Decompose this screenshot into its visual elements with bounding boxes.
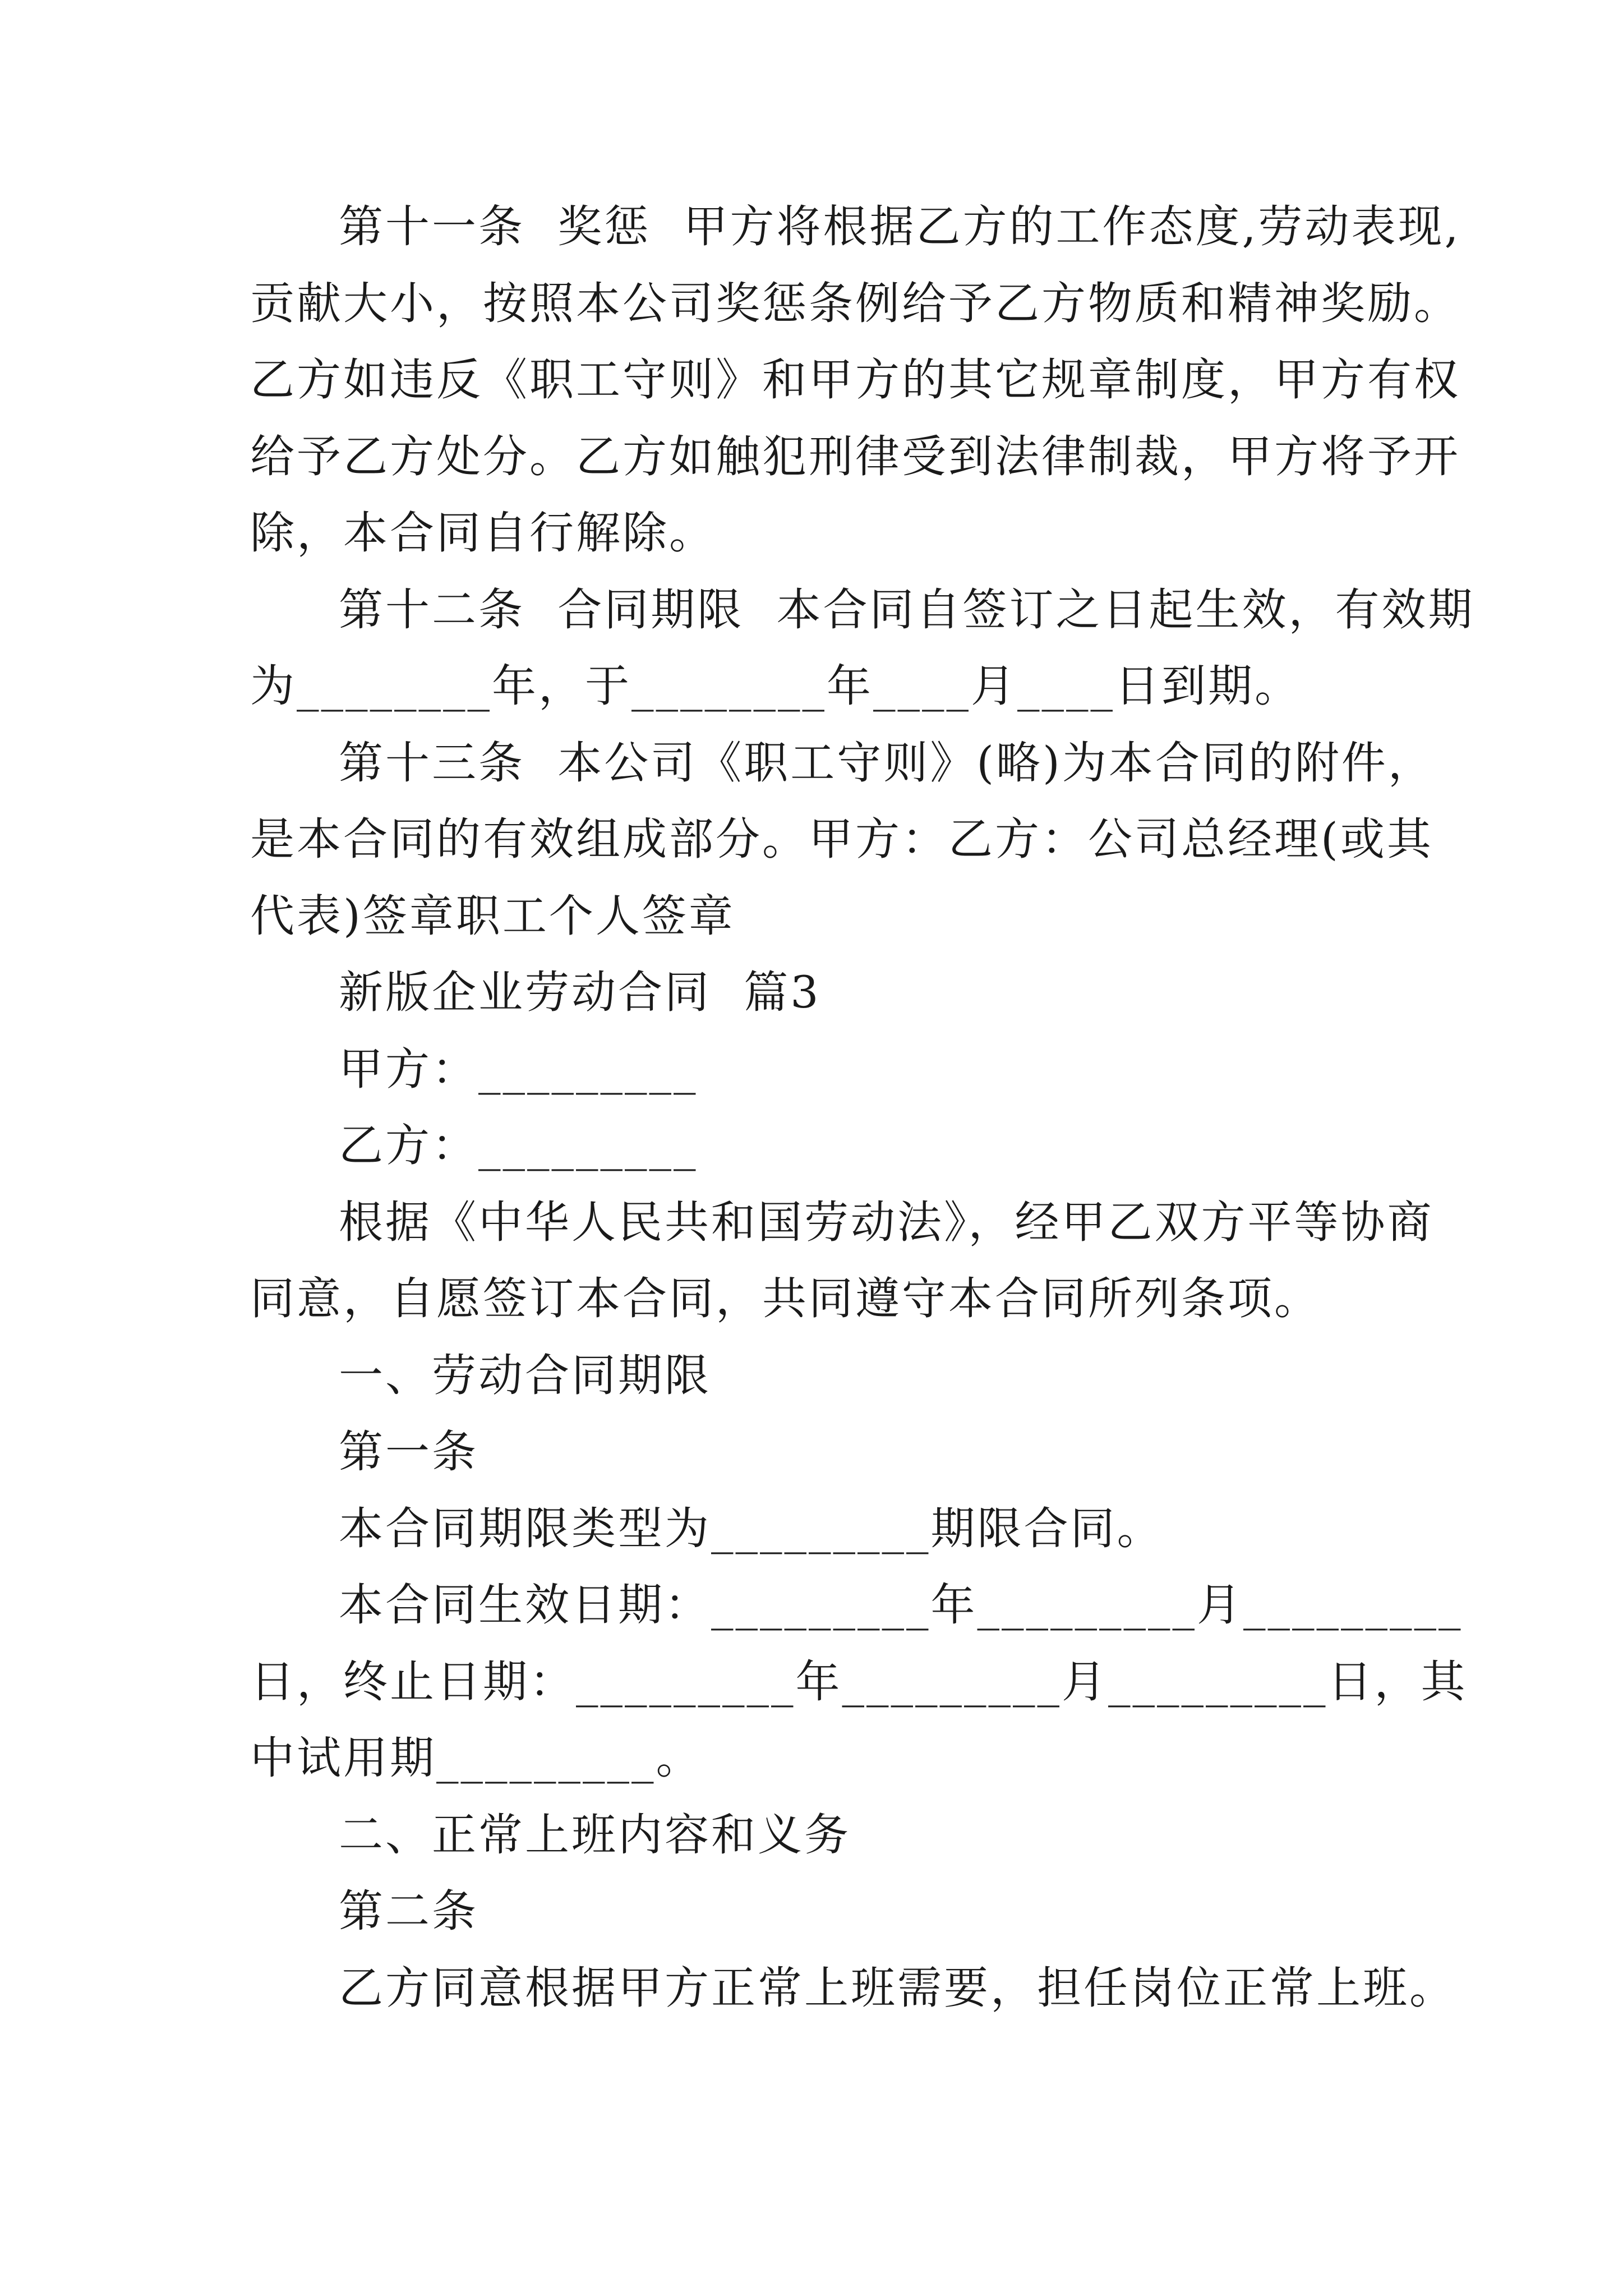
- section-heading: 二、正常上班内容和义务: [339, 1809, 851, 1861]
- section-title: 新版企业劳动合同 篇3: [339, 967, 821, 1018]
- text-line: 第十一条 奖惩 甲方将根据乙方的工作态度,劳动表现,: [339, 201, 1461, 252]
- text-line: 根据《中华人民共和国劳动法》，经甲乙双方平等协商: [339, 1196, 1434, 1248]
- section-heading: 一、劳动合同期限: [339, 1349, 711, 1401]
- text-line: 是本合同的有效组成部分。甲方：乙方：公司总经理(或其: [250, 813, 1433, 865]
- text-line: 本合同生效日期：_________年_________月_________: [339, 1579, 1463, 1631]
- text-line: 为________年，于________年____月____日到期。: [250, 660, 1301, 712]
- text-line: 给予乙方处分。乙方如触犯刑律受到法律制裁，甲方将予开: [250, 430, 1460, 482]
- text-line: 代表)签章职工个人签章: [250, 890, 735, 942]
- party-a-line: 甲方：_________: [339, 1043, 698, 1095]
- text-line: 同意，自愿签订本合同，共同遵守本合同所列条项。: [250, 1273, 1321, 1324]
- text-line: 日，终止日期：_________年_________月_________日，其: [250, 1655, 1468, 1708]
- text-line: 第十二条 合同期限 本合同自签订之日起生效，有效期: [339, 583, 1475, 636]
- party-b-line: 乙方：_________: [339, 1120, 698, 1171]
- article-heading: 第二条: [339, 1885, 478, 1937]
- text-line: 中试用期_________。: [250, 1732, 703, 1784]
- text-line: 第十三条 本公司《职工守则》(略)为本合同的附件，: [339, 737, 1435, 789]
- text-line: 除，本合同自行解除。: [250, 507, 716, 559]
- text-line: 本合同期限类型为_________期限合同。: [339, 1502, 1164, 1554]
- text-line: 乙方如违反《职工守则》和甲方的其它规章制度，甲方有权: [250, 354, 1460, 406]
- article-heading: 第一条: [339, 1426, 478, 1478]
- text-line: 贡献大小，按照本公司奖惩条例给予乙方物质和精神奖励。: [250, 277, 1460, 329]
- contract-text: [250, 188, 1475, 2026]
- text-line: 乙方同意根据甲方正常上班需要，担任岗位正常上班。: [339, 1962, 1456, 2014]
